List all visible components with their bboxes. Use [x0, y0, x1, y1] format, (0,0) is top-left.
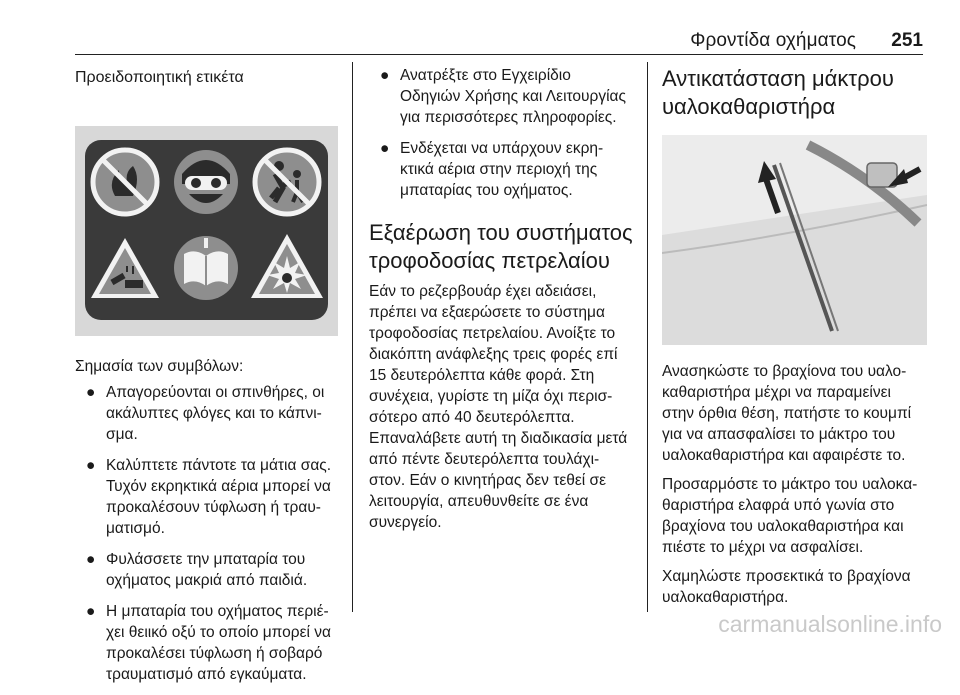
wiper-illustration — [662, 135, 927, 345]
page-number: 251 — [891, 30, 923, 51]
wiper-step-2: Προσαρμόστε το μάκτρο του υαλοκα-θαριστήρα ελαφρά υπό γωνία στο βραχίονα του υαλοκαθαριστήρα και πιέστε το μέχρι να ασφαλίσει. — [662, 476, 918, 556]
bullet-icon: ● — [380, 140, 390, 157]
bullet-icon: ● — [86, 551, 96, 568]
fuel-system-bleeding-text: Εάν το ρεζερβουάρ έχει αδειάσει, πρέπει να εξαερώσετε το σύστημα τροφοδοσίας πετρελαίου. Ανοίξτε το διακόπτη ανάφλεξης τρεις φορές επί 15 δευτερόλεπτα κάθε φορά. Στη συνέχεια, γυρίστε τη μίζα όχι περισ-σότερο από 40 δευτερόλεπτα. Επαναλάβετε αυτή τη διαδικασία μετά από πέντε δευτερόλεπτα τουλάχι-στον. Εάν ο κινητήρας δεν τεθεί σε λειτουργία, απευθυνθείτε σε ένα συνεργείο. — [369, 283, 628, 531]
column-divider-1 — [352, 62, 353, 612]
bullet-icon: ● — [86, 384, 96, 401]
symbols-meaning-list — [75, 382, 343, 685]
watermark: carmanualsonline.info — [718, 611, 942, 637]
wiper-step-1: Ανασηκώστε το βραχίονα του υαλο-καθαριστήρα μέχρι να παραμείνει στην όρθια θέση, πατήστε το κουμπί για να απασφαλίσει το μάκτρο του υαλοκαθαριστήρα και αφαιρέστε το. — [662, 363, 912, 464]
symbols-meaning-intro: Σημασία των συμβόλων: — [75, 358, 244, 375]
header-divider — [75, 54, 923, 55]
warning-label-graphic — [75, 126, 338, 336]
wiper-step-3: Χαμηλώστε προσεκτικά το βραχίονα υαλοκαθαριστήρα. — [662, 568, 911, 606]
page-header — [0, 0, 960, 52]
eye-protection-icon — [174, 150, 238, 214]
column-1 — [75, 63, 343, 695]
list-item: ● Η μπαταρία του οχήματος περιέ-χει θειικό οξύ το οποίο μπορεί να προκαλέσει τύφλωση ή σοβαρό τραυματισμό από εγκαύματα. — [86, 603, 331, 683]
fuel-system-bleeding-heading: Εξαέρωση του συστήματος τροφοδοσίας πετρελαίου — [369, 220, 633, 273]
list-item: ● Απαγορεύονται οι σπινθήρες, οι ακάλυπτες φλόγες και το κάπνι-σμα. — [86, 384, 325, 443]
list-item: ● Ανατρέξτε στο Εγχειρίδιο Οδηγιών Χρήσης και Λειτουργίας για περισσότερες πληροφορίες. — [380, 67, 626, 126]
keep-away-children-icon — [255, 150, 319, 214]
column-divider-2 — [647, 62, 648, 612]
column-3 — [662, 63, 927, 608]
list-item: ● Καλύπτετε πάντοτε τα μάτια σας. Τυχόν εκρηκτικά αέρια μπορεί να προκαλέσουν τύφλωση ή τραυ-ματισμό. — [86, 457, 332, 537]
no-flames-icon — [93, 150, 157, 214]
read-manual-icon — [174, 236, 238, 300]
list-item: ● Φυλάσσετε την μπαταρία του οχήματος μακριά από παιδιά. — [86, 551, 308, 589]
battery-notes-list — [369, 65, 633, 201]
column-2 — [369, 63, 633, 533]
warning-label-heading: Προειδοποιητική ετικέτα — [75, 69, 244, 86]
battery-warning-label-image — [75, 126, 338, 336]
bullet-icon: ● — [380, 67, 390, 84]
chapter-title: Φροντίδα οχήματος — [690, 30, 856, 51]
wiper-blade-image — [662, 135, 927, 345]
bullet-icon: ● — [86, 603, 96, 620]
list-item: ● Ενδέχεται να υπάρχουν εκρη-κτικά αέρια στην περιοχή της μπαταρίας του οχήματος. — [380, 140, 604, 199]
bullet-icon: ● — [86, 457, 96, 474]
wiper-blade-replacement-heading: Αντικατάσταση μάκτρου υαλοκαθαριστήρα — [662, 66, 894, 119]
